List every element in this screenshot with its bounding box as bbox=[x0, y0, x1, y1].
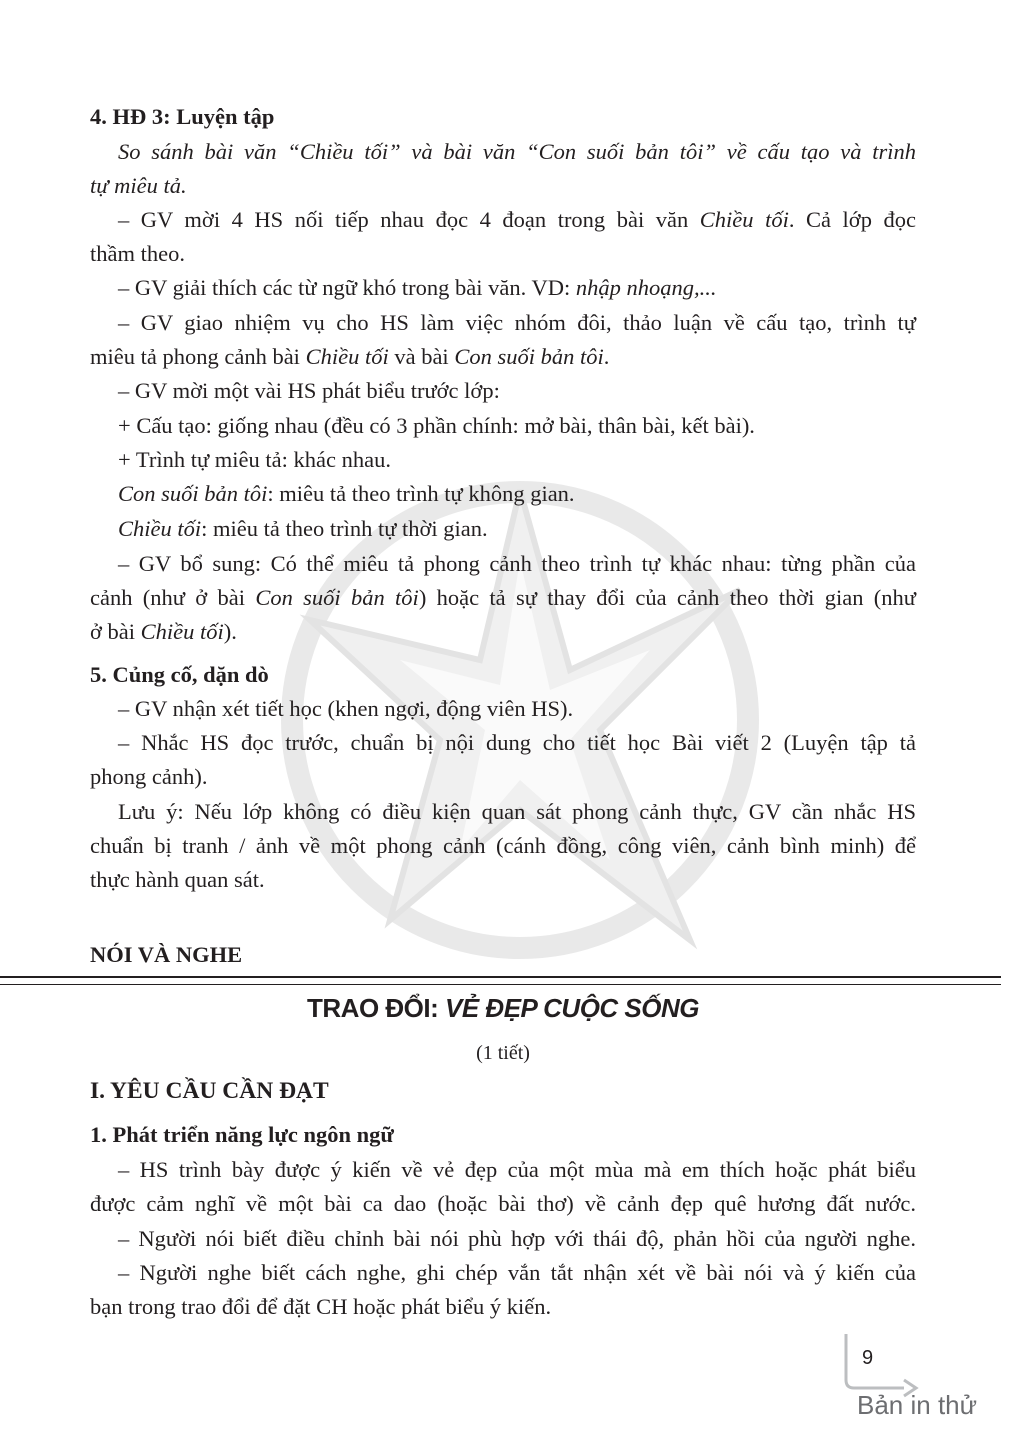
title-span: Con suối bản tôi bbox=[255, 585, 419, 610]
paragraph-read-aloud-cont: thầm theo. bbox=[90, 241, 185, 266]
text-span: ở bài bbox=[90, 619, 141, 644]
page-number: 9 bbox=[862, 1347, 874, 1369]
note-line-3: thực hành quan sát. bbox=[90, 867, 265, 892]
section-heading-practice: 4. HĐ 3: Luyện tập bbox=[90, 104, 275, 129]
paragraph-read-aloud bbox=[118, 203, 916, 237]
task-text-line-1: So sánh bài văn “Chiều tối” và bài văn “Con suối bản tôi” về cấu tạo và trình bbox=[118, 139, 916, 164]
text-span: : miêu tả theo trình tự không gian. bbox=[267, 481, 575, 506]
bullet-structure: + Cấu tạo: giống nhau (đều có 3 phần chính: mở bài, thân bài, kết bài). bbox=[118, 413, 755, 438]
note-line-2: chuẩn bị tranh / ảnh về một phong cảnh (cánh đồng, công viên, cảnh bình minh) để bbox=[90, 833, 916, 858]
proof-label: Bản in thử bbox=[857, 1390, 978, 1420]
paragraph-group-task-cont bbox=[90, 340, 916, 374]
paragraph-teacher-adds-end bbox=[90, 615, 916, 649]
bullet-order: + Trình tự miêu tả: khác nhau. bbox=[118, 447, 391, 472]
text-span: . bbox=[603, 344, 610, 369]
task-text-line-2: tự miêu tả. bbox=[90, 173, 187, 198]
requirements-heading: I. YÊU CẦU CẦN ĐẠT bbox=[90, 1078, 329, 1104]
paragraph-teacher-adds-cont bbox=[90, 581, 916, 615]
title-span: Con suối bản tôi bbox=[454, 344, 604, 369]
title-span: Chiều tối bbox=[305, 344, 389, 369]
note-line-1: Lưu ý: Nếu lớp không có điều kiện quan sát phong cảnh thực, GV cần nhắc HS bbox=[118, 799, 916, 824]
title-main: VẺ ĐẸP CUỘC SỐNG bbox=[445, 993, 699, 1023]
paragraph-reminder: – Nhắc HS đọc trước, chuẩn bị nội dung cho tiết học Bài viết 2 (Luyện tập tả bbox=[118, 730, 916, 755]
text-span: ). bbox=[223, 619, 237, 644]
text-span: – GV mời 4 HS nối tiếp nhau đọc 4 đoạn trong bài văn bbox=[118, 207, 700, 232]
paragraph-lesson-review: – GV nhận xét tiết học (khen ngợi, động viên HS). bbox=[118, 696, 574, 721]
title-span: Chiều tối bbox=[118, 516, 202, 541]
paragraph-group-task: – GV giao nhiệm vụ cho HS làm việc nhóm đôi, thảo luận về cấu tạo, trình tự bbox=[118, 310, 916, 335]
requirement-1: – HS trình bày được ý kiến về vẻ đẹp của một mùa mà em thích hoặc phát biểu bbox=[118, 1157, 916, 1182]
section-divider-thin bbox=[0, 984, 1001, 985]
paragraph-vocabulary bbox=[118, 271, 916, 305]
requirement-3-cont: bạn trong trao đổi để đặt CH hoặc phát biểu ý kiến. bbox=[90, 1294, 552, 1319]
section-heading-review: 5. Củng cố, dặn dò bbox=[90, 662, 269, 687]
text-span: ) hoặc tả sự thay đổi của cảnh theo thời gian (như bbox=[418, 585, 916, 610]
text-span: và bài bbox=[388, 344, 455, 369]
text-span: miêu tả phong cảnh bài bbox=[90, 344, 306, 369]
example-span: nhập nhoạng,... bbox=[575, 275, 717, 300]
order-chieu-toi bbox=[118, 512, 916, 546]
text-span: : miêu tả theo trình tự thời gian. bbox=[201, 516, 488, 541]
lesson-title bbox=[90, 991, 916, 1025]
requirement-3: – Người nghe biết cách nghe, ghi chép vắn tắt nhận xét về bài nói và ý kiến của bbox=[118, 1260, 916, 1285]
requirement-1-cont: được cảm nghĩ về một bài ca dao (hoặc bài thơ) về cảnh đẹp quê hương đất nước. bbox=[90, 1191, 916, 1216]
section-label-speaking: NÓI VÀ NGHE bbox=[90, 942, 243, 967]
paragraph-reminder-cont: phong cảnh). bbox=[90, 764, 208, 789]
title-span: Con suối bản tôi bbox=[118, 481, 268, 506]
title-span: Chiều tối bbox=[140, 619, 224, 644]
title-prefix: TRAO ĐỔI: bbox=[307, 993, 446, 1023]
paragraph-teacher-adds: – GV bổ sung: Có thể miêu tả phong cảnh theo trình tự khác nhau: từng phần của bbox=[118, 551, 916, 576]
paragraph-students-speak: – GV mời một vài HS phát biểu trước lớp: bbox=[118, 378, 500, 403]
language-skills-heading: 1. Phát triển năng lực ngôn ngữ bbox=[90, 1122, 394, 1147]
text-span: . Cả lớp đọc bbox=[788, 207, 916, 232]
order-con-suoi bbox=[118, 477, 916, 511]
section-divider bbox=[0, 976, 1001, 978]
requirement-2: – Người nói biết điều chỉnh bài nói phù hợp với thái độ, phản hồi của người nghe. bbox=[118, 1226, 916, 1251]
text-span: – GV giải thích các từ ngữ khó trong bài văn. VD: bbox=[118, 275, 576, 300]
text-span: cảnh (như ở bài bbox=[90, 585, 256, 610]
title-span: Chiều tối bbox=[699, 207, 789, 232]
lesson-duration: (1 tiết) bbox=[476, 1042, 530, 1064]
